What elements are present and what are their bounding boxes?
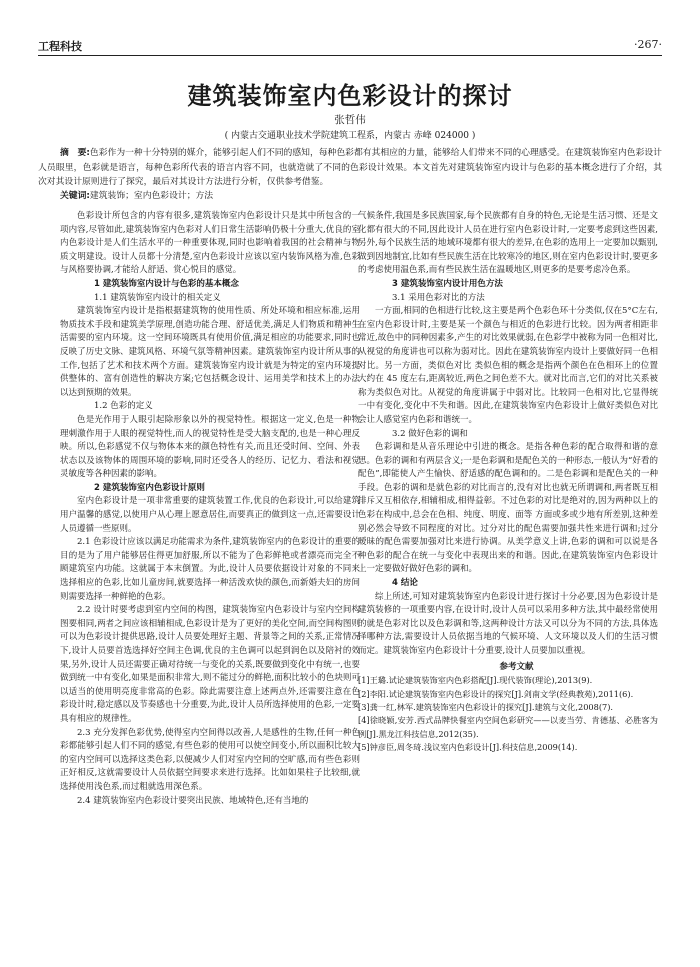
- author-name: 张哲伟: [334, 114, 366, 126]
- journal-name: 工程科技: [38, 40, 82, 53]
- author-affiliation: ( 内蒙古交通职业技术学院建筑工程系，内蒙古 赤峰 024000 ): [224, 131, 476, 141]
- body-paragraph: 建筑装饰室内设计是指根据建筑物的使用性质、所处环境和相应标准,运用物质技术手段和建筑美学原理,创造功能合理、舒适优美,满足人们物质和精神生活需要的室内环境。这一空间环境既具有使用价值,满足相应的功能要求,同时也反映了历史文脉、建筑风格、环境气氛等精神因素。建筑装饰室内设计所从事的工作,包括了艺术和技术两个方面。建筑装饰室内设计就是为特定的室内环境提供整体的、富有创造性的解决方案;它包括概念设计、运用美学和技术上的办法以达到预期的效果。: [60, 306, 360, 398]
- header-rule: [38, 55, 662, 56]
- reference-item: [5]钟彦臣,周冬琦.浅议室内色彩设计[J].科技信息,2009(14).: [358, 742, 578, 753]
- section-heading: 1 建筑装饰室内设计与色彩的基本概念: [94, 278, 239, 289]
- left-column: [60, 210, 360, 808]
- body-paragraph: 2.3 充分发挥色彩优势,使得室内空间得以改善,人是感性的生物,任何一种色彩都能够引起人们不同的感觉,有些色彩的使用可以使空间变小,所以面积比较大的室内空间可以选择这类色彩,以便减少人们对室内空间的空旷感,而有些色彩则正好相反,这就需要设计人员依据空间要求来进行选择。比如如果柱子比较细,就选择使用浅色系,而过粗就选用深色系。: [60, 727, 360, 792]
- body-paragraph: 室内色彩设计是一项非常重要的建筑装置工作,优良的色彩设计,可以给建筑用户温馨的感觉,以使用户从心理上愿意居住,而要真正的做到这一点,还需要设计人员遵循一些原则。: [60, 496, 360, 534]
- subsection-heading: 3.1 采用色彩对比的方法: [392, 292, 485, 303]
- body-paragraph: 2.1 色彩设计应该以满足功能需求为条件,建筑装饰室内的色彩设计的重要的目的是为了用户能够居住得更加舒服,所以不能为了色彩鲜艳或者漂亮而完全不顾建筑室内功能。这就属于本末倒置。为此,设计人员要依据设计对象的不同来选择相应的色彩,比如儿童房间,就要选择一种活泼欢快的颜色,而新婚夫妇的房间则需要选择一种鲜艳的色彩。: [60, 537, 360, 602]
- body-paragraph: 综上所述,可知对建筑装饰室内色彩设计进行探讨十分必要,因为色彩设计是建筑装修的一项重要内容,在设计时,设计人员可以采用多种方法,其中最经常使用的就是色彩对比以及色彩调和等,这两种设计方法又可以分为不同的方法,具体选择哪种方法,需要设计人员依据当地的气候环境、人文环境以及人们的生活习惯而定。建筑装饰室内色彩设计十分重要,设计人员要加以重视。: [358, 591, 658, 656]
- body-paragraph: 2.2 设计时要考虑到室内空间的构图，建筑装饰室内色彩设计与室内空间构图要相同,两者之间应该相辅相成,色彩设计是为了更好的美化空间,而空间构图则可以为色彩设计提供思路,设计人员要处理好主题、背景等之间的关系,正常情况下,设计人员要首选选择好空间主色调,优良的主色调可以起到润色以及陪衬的效果,另外,设计人员还需要正确对待统一与变化的关系,既要做到变化中有统一,也要做到统一中有变化,如果是面积非常大,则不能过分的鲜艳,面积比较小的色块则可以适当的使用明亮度非常高的色彩。除此需要注意上述两点外,还需要注意在色彩设计时,稳定感以及节奏感也十分重要,为此,设计人员所选择使用的色彩,一定要具有相应的规律性。: [60, 605, 360, 724]
- subsection-heading: 3.2 做好色彩的调和: [392, 428, 468, 439]
- reference-item: [2]李阳.试论建筑装饰室内色彩设计的探究[J].剑南文学(经典教苑),2011(6).: [358, 688, 634, 699]
- article-title: 建筑装饰室内色彩设计的探讨: [187, 82, 513, 110]
- keywords-label: 关键词:: [60, 191, 90, 201]
- abstract: [38, 146, 662, 190]
- section-heading: 4 结论: [392, 578, 418, 589]
- body-paragraph: 气候条件,我国是多民族国家,每个民族都有自身的特色,无论是生活习惯、还是文化都有很大的不同,因此设计人员在进行室内色彩设计时,一定要考虑到这些因素,另外,每个民族生活的地域环境都有很大的差异,在色彩的选用上一定要加以甄别,做到因地制宜,比如有些民族生活在比较寒冷的地区,则在室内色彩设计时,要更多的考虑使用温色系,而有些民族生活在温暖地区,则更多的是要考虑冷色系。: [358, 211, 658, 276]
- keywords: [60, 189, 662, 203]
- section-heading: 2 建筑装饰室内色彩设计原则: [94, 482, 205, 493]
- body-paragraph: 色是光作用于人眼引起除形象以外的视觉特性。根据这一定义,色是一种物理刺激作用于人眼的视觉特性,而人的视觉特性是受大脑支配的,也是一种心理反映。所以,色彩感觉不仅与物体本来的颜色特性有关,而且还受时间、空间、外表状态以及该物体的周围环境的影响,同时还受各人的经历、记忆力、看法和视觉灵敏度等各种因素的影响。: [60, 414, 360, 480]
- reference-item: [3]龚一红,林军.建筑装饰室内色彩设计的探究[J].建筑与文化,2008(7).: [358, 702, 614, 712]
- reference-item: [4]徐晓颖,安芳.西式品牌快餐室内空间色彩研究——以麦当劳、肯德基、必胜客为例[J].黑龙江科技信息,2012(35).: [358, 715, 658, 739]
- keywords-text: 建筑装饰；室内色彩设计；方法: [89, 191, 214, 201]
- subsection-heading: 1.2 色彩的定义: [94, 401, 153, 412]
- body-paragraph: 一方面,相同的色相进行比较,这主要是两个色彩色环十分类似,仅在5°C左右,在室内色彩设计时,主要是某一个颜色与相近的色彩进行比较。因为两者相距非常近,故色中的同种因素多,产生的对比效果就弱,在色彩学中被称为同一色相对比,从视觉的角度讲也可以称为弱对比。因此在建筑装饰室内设计上要做好同一色相对比。另一方面，类似色对比 类似色相的概念是指两个颜色在色相环上的位置大约在 45 度左右,距离较近,两色之间色差不大。就对比而言,它们的对比关系被称为类似色对比。从视觉的角度讲属于中弱对比。比较同一色相对比,它显得统一中有变化,变化中不失和谐。因此,在建筑装饰室内色彩设计上做好类似色对比会让人感觉室内色彩和谐统一。: [358, 306, 658, 425]
- section-heading: 3 建筑装饰室内设计用色方法: [392, 278, 503, 289]
- page-header: [38, 34, 662, 56]
- subsection-heading: 1.1 建筑装饰室内设计的相关定义: [94, 292, 221, 303]
- reference-item: [1]王璐.试论建筑装饰室内色彩搭配[J].现代装饰(理论),2013(9).: [358, 675, 593, 686]
- abstract-text: 色彩作为一种十分特别的媒介，能够引起人们不同的感知，每种色彩都有其相应的力量，能够给人们带来不同的心理感受。在建筑装饰室内色彩设计人员眼里，色彩就是语言，每种色彩所代表的语言内容不同，也就造就了不同的色彩设计效果。本文首先对建筑装饰室内设计与色彩的基本概念进行了介绍，其次对其设计原则进行了探究，最后对其设计方法进行分析，仅供参考借鉴。: [38, 148, 662, 187]
- abstract-label: 摘 要:: [60, 148, 90, 158]
- body-paragraph: 色彩设计所包含的内容有很多,建筑装饰室内色彩设计只是其中所包含的一项内容,尽管如此,建筑装饰室内色彩对人们日常生活影响仍极十分重大,优良的室内色彩设计是人们生活水平的一种重要体现,同时也影响着我国的社会精神与物质文明建设。设计人员都十分清楚,室内色彩设计应该以室内装饰风格为准,色彩与风格要协调,才能给人舒适、赏心悦目的感觉。: [60, 211, 360, 276]
- body-paragraph: 色彩调和是从音乐理论中引进的概念。是指各种色彩的配合取得和谐的意思。色彩的调和有两层含义;一是色彩调和是配色关的一种形态,一般认为“好看的配色”,即能使人产生愉快、舒适感的配色调和的。二是色彩调和是配色关的一种手段。色彩的调和是就色彩的对比而言的,没有对比也就无所谓调和,两者既互相排斥又互相依存,相辅相成,相得益彰。不过色彩的对比是绝对的,因为两种以上的色彩在构成中,总会在色相、纯度、明度、面等 方面或多或少地有所差别,这种差别必然会导致不同程度的对比。过分对比的配色需要加强共性来进行调和;过分暧昧的配色需要加强对比来进行协调。从美学意义上讲,色彩的调和可以说是各种色彩的配合在统一与变化中表现出来的和谐。因此,在建筑装饰室内色彩设计上一定要做好做好色彩的调和。: [358, 442, 658, 575]
- right-column: [358, 210, 658, 755]
- body-paragraph: 2.4 建筑装饰室内色彩设计要突出民族、地域特色,还有当地的: [77, 795, 309, 806]
- page-number: ·267·: [634, 38, 662, 51]
- references-title: 参考文献: [499, 661, 534, 672]
